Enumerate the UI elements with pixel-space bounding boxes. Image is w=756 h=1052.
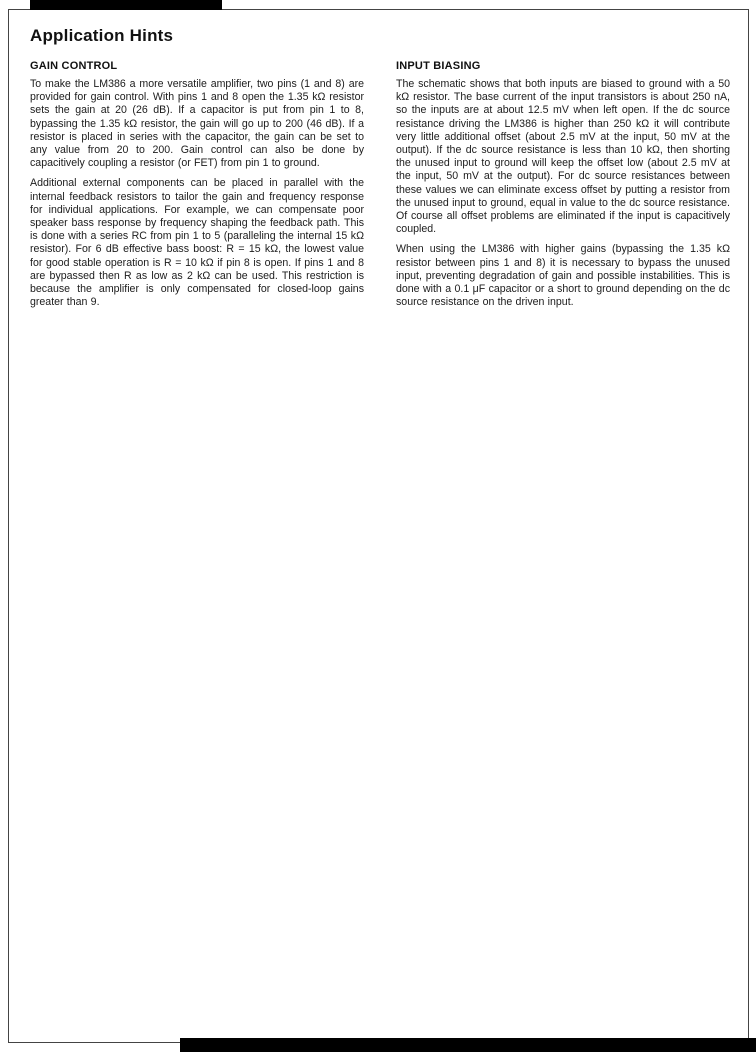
paragraph: To make the LM386 a more versatile amplifier, two pins (1 and 8) are provided for gain control. With pins 1 and 8 open the 1.35 kΩ resistor sets the gain at 20 (26 dB). If a capacitor is put from pin 1 to 8, bypassing the 1.35 kΩ resistor, the gain will go up to 200 (46 dB). If a resistor is placed in series with the capacitor, the gain can be set to any value from 20 to 200. Gain control can also be done by capacitively coupling a resistor (or FET) from pin 1 to ground. xyxy=(30,78,364,170)
top-crop-bar xyxy=(30,0,222,10)
column-input-biasing xyxy=(396,60,730,316)
page-content xyxy=(30,26,730,316)
paragraph: When using the LM386 with higher gains (bypassing the 1.35 kΩ resistor between pins 1 and 8) it is necessary to bypass the unused input, preventing degradation of gain and possible instabilities. This is done with a 0.1 μF capacitor or a short to ground depending on the dc source resistance on the driven input. xyxy=(396,243,730,309)
bottom-crop-bar xyxy=(180,1038,756,1052)
paragraph: Additional external components can be placed in parallel with the internal feedback resistors to tailor the gain and frequency response for individual applications. For example, we can compensate poor speaker bass response by frequency shaping the feedback path. This is done with a series RC from pin 1 to 5 (paralleling the internal 15 kΩ resistor). For 6 dB effective bass boost: R = 15 kΩ, the lowest value for good stable operation is R = 10 kΩ if pin 8 is open. If pins 1 and 8 are bypassed then R as low as 2 kΩ can be used. This restriction is because the amplifier is only compensated for closed-loop gains greater than 9. xyxy=(30,177,364,309)
section-heading-gain-control: GAIN CONTROL xyxy=(30,60,118,72)
column-gain-control xyxy=(30,60,364,316)
section-heading-input-biasing: INPUT BIASING xyxy=(396,60,481,72)
page-title: Application Hints xyxy=(30,26,174,45)
paragraph: The schematic shows that both inputs are biased to ground with a 50 kΩ resistor. The base current of the input transistors is about 250 nA, so the inputs are at about 12.5 mV when left open. If the dc source resistance driving the LM386 is higher than 250 kΩ it will contribute very little additional offset (about 2.5 mV at the input, 50 mV at the output). If the dc source resistance is less than 10 kΩ, then shorting the unused input to ground will keep the offset low (about 2.5 mV at the input, 50 mV at the output). For dc source resistances between these values we can eliminate excess offset by putting a resistor from the unused input to ground, equal in value to the dc source resistance. Of course all offset problems are eliminated if the input is capacitively coupled. xyxy=(396,78,730,236)
two-column-layout xyxy=(30,60,730,316)
